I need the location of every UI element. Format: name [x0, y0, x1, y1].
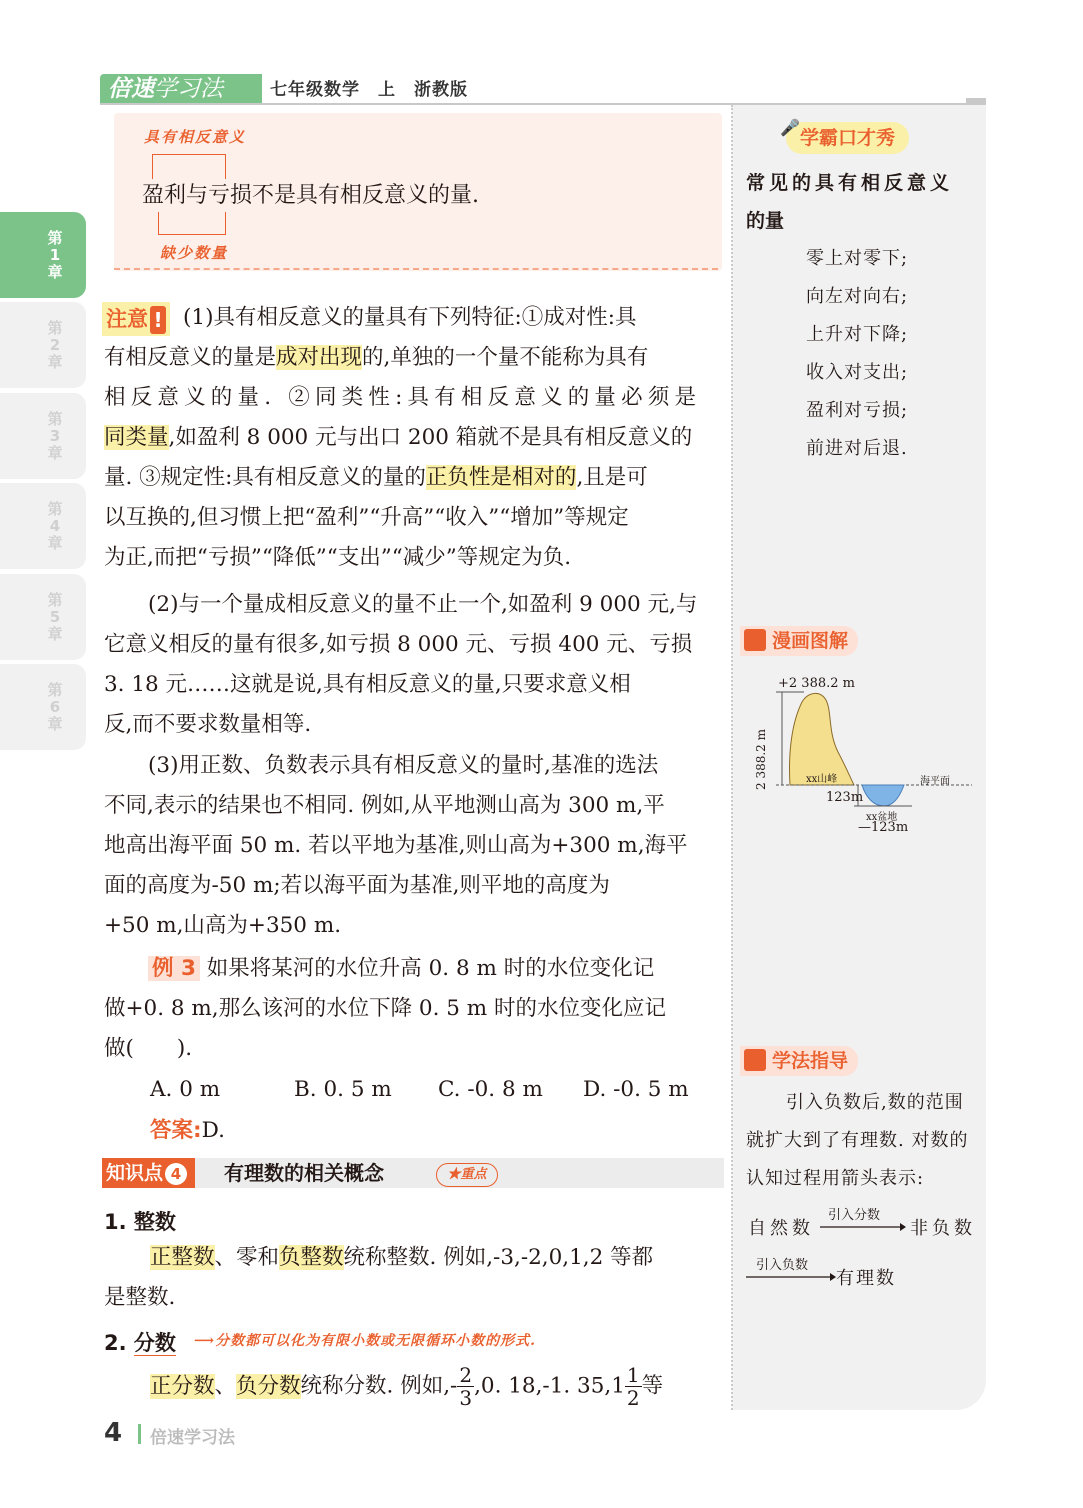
tab-chapter-1[interactable]: 第1章	[0, 212, 86, 298]
option-b[interactable]: B. 0. 5 m	[294, 1077, 392, 1102]
fig-bottom-label: —123m	[858, 820, 909, 835]
comic-tag: 漫画图解	[740, 626, 858, 656]
para3-line-5: +50 m,山高为+350 m.	[104, 913, 342, 938]
para2-line-1: (2)与一个量成相反意义的量不止一个,如盈利 9 000 元,与	[148, 592, 698, 617]
tab-chapter-4[interactable]: 第4章	[0, 483, 86, 569]
fig-sea-label: 海平面	[920, 776, 950, 787]
notice-line-1: (1)具有相反意义的量具有下列特征:①成对性:具	[183, 305, 637, 330]
fig-basin-label: xx盆地	[866, 812, 898, 823]
mic-icon: 🎤	[780, 118, 800, 137]
sec2-line: 正分数、负分数统称分数. 例如,- $\frac{2}{3}$ ,0. 18,-1. 35,1 $\frac{1}{2}$ 等	[150, 1363, 664, 1410]
flow-rational: 有理数	[836, 1268, 896, 1289]
sec2-note: ⟶分数都可以化为有限小数或无限循环小数的形式.	[194, 1333, 536, 1349]
sidebar-item-4: 收入对支出;	[806, 362, 909, 383]
sec1-title: 1. 整数	[104, 1210, 176, 1234]
knowledge-title: 有理数的相关概念	[224, 1161, 384, 1185]
para3-line-4: 面的高度为-50 m;若以海平面为基准,则平地的高度为	[104, 873, 610, 898]
answer-line: 答案:D.	[150, 1118, 225, 1143]
key-point-badge: ★重点	[436, 1163, 498, 1187]
fig-depth-label: 123m	[826, 790, 864, 805]
grid-icon	[744, 629, 766, 651]
pencil-icon	[744, 1049, 766, 1071]
tab-chapter-5[interactable]: 第5章	[0, 574, 86, 660]
fraction-two-thirds: $\frac{2}{3}$	[459, 1363, 473, 1410]
flow-arrow2-label: 引入负数	[756, 1258, 809, 1273]
option-d[interactable]: D. -0. 5 m	[583, 1077, 689, 1102]
notice-tag: 注意 !	[102, 302, 170, 336]
option-c[interactable]: C. -0. 8 m	[438, 1077, 543, 1102]
fig-top-label: +2 388.2 m	[778, 676, 855, 691]
tab-chapter-6[interactable]: 第6章	[0, 664, 86, 750]
flow-arrow-1	[820, 1222, 906, 1232]
sidebar-item-5: 盈利对亏损;	[806, 400, 909, 421]
option-a[interactable]: A. 0 m	[150, 1077, 221, 1102]
sec2-title: 2. 分数	[104, 1331, 176, 1355]
guide-line-3: 认知过程用箭头表示:	[746, 1168, 925, 1189]
sidebar-heading-1: 常见的具有相反意义	[746, 172, 954, 194]
sidebar-item-2: 向左对向右;	[806, 286, 909, 307]
notice-line-5: 量. ③规定性:具有相反意义的量的正负性是相对的,且是可	[104, 465, 648, 490]
flow-arrow-2	[746, 1272, 836, 1282]
sidebar-heading-2: 的量	[746, 210, 785, 232]
flow-arrow1-label: 引入分数	[828, 1208, 881, 1223]
example-line-1: 例 3 如果将某河的水位升高 0. 8 m 时的水位变化记	[148, 949, 654, 989]
flow-natural: 自然数	[748, 1218, 814, 1239]
example-line-2: 做+0. 8 m,那么该河的水位下降 0. 5 m 时的水位变化应记	[104, 996, 667, 1021]
notice-line-4: 同类量,如盈利 8 000 元与出口 200 箱就不是具有相反意义的	[104, 425, 693, 450]
fig-peak-label: xx山峰	[806, 774, 838, 785]
footer-bar	[138, 1424, 141, 1444]
sidebar-pill-xueba: 学霸口才秀	[786, 122, 909, 154]
knowledge-label: 知识点 4	[102, 1158, 195, 1188]
fraction-one-half: $\frac{1}{2}$	[626, 1363, 640, 1410]
para2-line-2: 它意义相反的量有很多,如亏损 8 000 元、亏损 400 元、亏损	[104, 632, 693, 657]
correction-top-bracket	[152, 154, 226, 179]
para3-line-1: (3)用正数、负数表示具有相反意义的量时,基准的选法	[148, 753, 659, 778]
answer-label: 答案:	[150, 1118, 202, 1143]
para3-line-2: 不同,表示的结果也不相同. 例如,从平地测山高为 300 m,平	[104, 793, 665, 818]
tab-chapter-2[interactable]: 第2章	[0, 302, 86, 388]
knowledge-bar	[102, 1158, 724, 1188]
example-line-3: 做( ).	[104, 1036, 193, 1061]
header-subtitle: 七年级数学 上 浙教版	[270, 80, 468, 100]
exclamation-icon: !	[150, 306, 166, 334]
header-brand: 倍速学习法	[100, 74, 262, 104]
para3-line-3: 地高出海平面 50 m. 若以平地为基准,则山高为+300 m,海平	[104, 833, 688, 858]
flow-nonneg: 非负数	[910, 1218, 976, 1239]
sidebar-divider	[731, 105, 733, 1410]
header-tick	[966, 98, 986, 103]
sidebar-item-3: 上升对下降;	[806, 324, 909, 345]
sidebar-item-1: 零上对零下;	[806, 248, 909, 269]
correction-bottom-note: 缺少数量	[160, 244, 229, 262]
tab-chapter-3[interactable]: 第3章	[0, 393, 86, 479]
fig-side-label: 2 388.2 m	[754, 729, 768, 790]
sec1-line-2: 是整数.	[104, 1285, 176, 1310]
sec1-line-1: 正整数、零和负整数统称整数. 例如,-3,-2,0,1,2 等都	[150, 1245, 654, 1270]
notice-line-3: 相反意义的量. ②同类性:具有相反意义的量必须是	[104, 385, 702, 410]
notice-line-2: 有相反意义的量是成对出现的,单独的一个量不能称为具有	[104, 345, 649, 370]
example-tag: 例 3	[148, 956, 200, 981]
para2-line-3: 3. 18 元……这就是说,具有相反意义的量,只要求意义相	[104, 672, 631, 697]
notice-line-6: 以互换的,但习惯上把“盈利”“升高”“收入”“增加”等规定	[104, 505, 629, 530]
correction-top-note: 具有相反意义	[144, 128, 247, 146]
footer-text: 倍速学习法	[150, 1428, 235, 1448]
guide-line-2: 就扩大到了有理数. 对数的	[746, 1130, 969, 1151]
notice-line-7: 为正,而把“亏损”“降低”“支出”“减少”等规定为负.	[104, 545, 572, 570]
correction-bottom-bracket	[158, 212, 226, 235]
para2-line-4: 反,而不要求数量相等.	[104, 712, 312, 737]
correction-sentence: 盈利与亏损不是具有相反意义的量.	[142, 183, 479, 208]
guide-line-1: 引入负数后,数的范围	[786, 1092, 964, 1113]
correction-dash	[114, 268, 718, 270]
guide-tag: 学法指导	[740, 1046, 858, 1076]
sidebar-item-6: 前进对后退.	[806, 438, 908, 459]
page-number: 4	[104, 1418, 123, 1448]
